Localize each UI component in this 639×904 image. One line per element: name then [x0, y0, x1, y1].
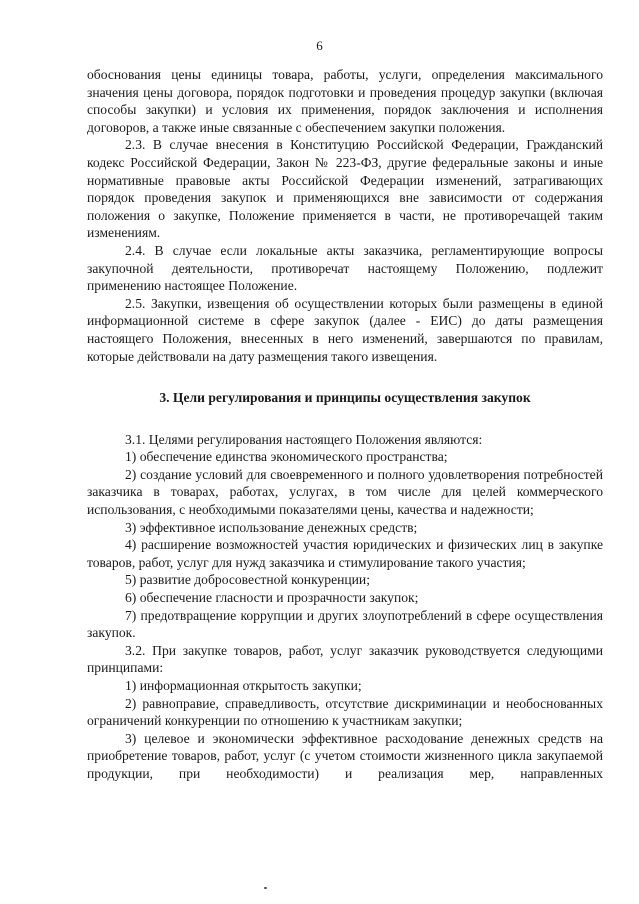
list-item-principle-2: 2) равноправие, справедливость, отсутствие дискриминации и необоснованных ограничений конкуренции по отношению к участникам закупки; — [87, 695, 603, 729]
list-item-goal-5: 5) развитие добросовестной конкуренции; — [125, 572, 370, 588]
list-item-goal-3: 3) эффективное использование денежных средств; — [125, 519, 418, 535]
paragraph-2-4: 2.4. В случае если локальные акты заказчика, регламентирующие вопросы закупочной деятельности, противоречат настоящему Положению, подлежит применению настоящее Положение. — [87, 242, 603, 294]
paragraph-3-1: 3.1. Целями регулирования настоящего Положения являются: — [125, 431, 483, 447]
list-item-principle-1: 1) информационная открытость закупки; — [125, 678, 362, 693]
page-number: 6 — [316, 38, 323, 53]
list-item-goal-2: 2) создание условий для своевременного и полного удовлетворения потребностей заказчика в товарах, работах, услугах, в том числе для целей коммерческого использования, с необходимыми показателями цены, качества и надежности; — [87, 466, 603, 518]
document-body — [87, 66, 603, 783]
section-heading: 3. Цели регулирования и принципы осуществления закупок — [159, 390, 531, 406]
paragraph-2-3: 2.3. В случае внесения в Конституцию Российской Федерации, Гражданский кодекс Российской Федерации, Закон № 223-ФЗ, другие федеральные законы и иные нормативные правовые акты Российской Федерации изменений, затрагивающих порядок проведения закупок и применяющихся вне зависимости от содержания положения о закупке, Положение применяется в части, не противоречащей таким изменениям. — [87, 137, 603, 241]
paragraph-3-2: 3.2. При закупке товаров, работ, услуг заказчик руководствуется следующими принципами: — [87, 642, 603, 676]
list-item-goal-4: 4) расширение возможностей участия юридических и физических лиц в закупке товаров, работ, услуг для нужд заказчика и стимулирование такого участия; — [87, 537, 603, 570]
paragraph-continuation: обоснования цены единицы товара, работы, услуги, определения максимального значения цены договора, порядок подготовки и проведения процедур закупки (включая способы закупки) и условия их применения, порядок заключения и исполнения договоров, а также иные связанные с обеспечением закупки положения. — [87, 67, 603, 135]
list-item-principle-3: 3) целевое и экономически эффективное расходование денежных средств на приобретение товаров, работ, услуг (с учетом стоимости жизненного цикла закупаемой продукции, при необходимости) и реализация мер, направленных — [87, 730, 603, 781]
scan-artifact-dot — [264, 887, 267, 889]
list-item-goal-1: 1) обеспечение единства экономического пространства; — [125, 449, 448, 465]
list-item-goal-6: 6) обеспечение гласности и прозрачности закупок; — [125, 590, 419, 606]
paragraph-2-5: 2.5. Закупки, извещения об осуществлении которых были размещены в единой информационной системе в сфере закупок (далее - ЕИС) до даты размещения настоящего Положения, внесенных в него изменений, завершаются по правилам, которые действовали на дату размещения такого извещения. — [87, 295, 603, 364]
list-item-goal-7: 7) предотвращение коррупции и других злоупотреблений в сфере осуществления закупок. — [87, 607, 603, 641]
